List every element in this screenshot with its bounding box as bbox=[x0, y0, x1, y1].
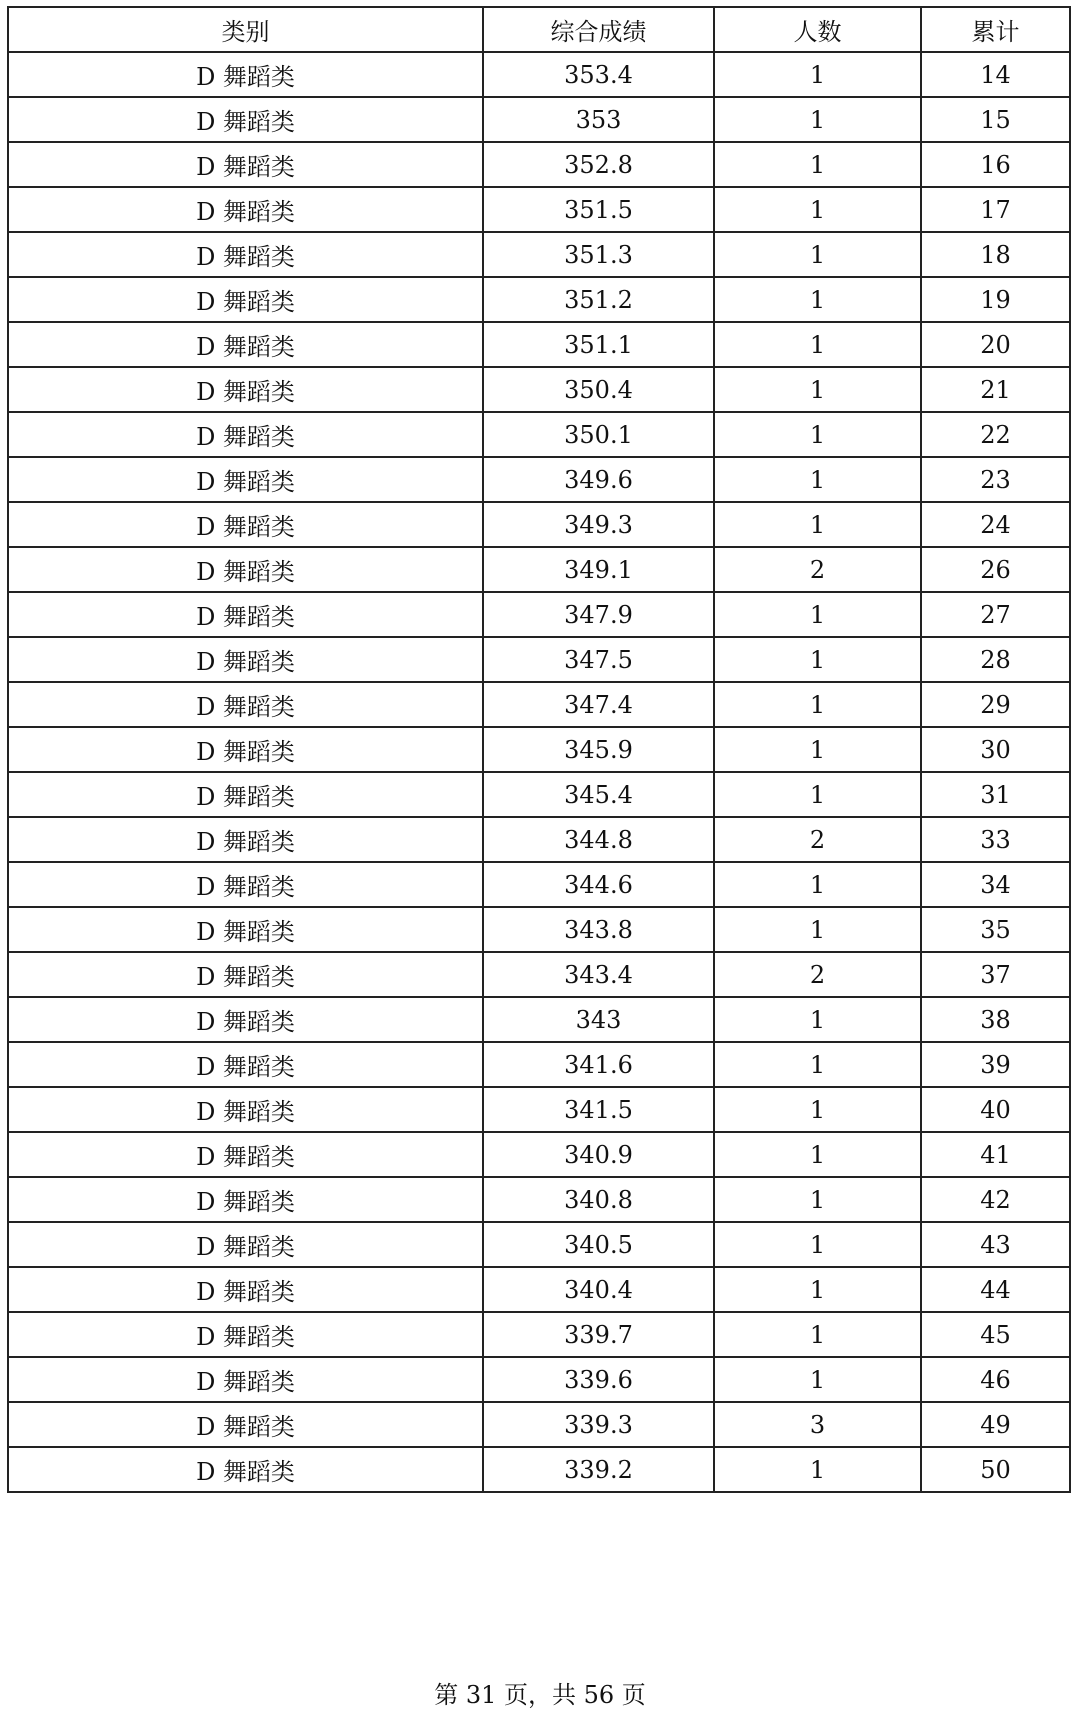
cell-score: 347.5 bbox=[483, 637, 714, 682]
cell-score: 349.1 bbox=[483, 547, 714, 592]
cell-count: 1 bbox=[714, 1132, 921, 1177]
cell-cumulative: 30 bbox=[921, 727, 1070, 772]
cell-count: 1 bbox=[714, 682, 921, 727]
cell-category: D 舞蹈类 bbox=[8, 1447, 483, 1492]
cell-score: 351.5 bbox=[483, 187, 714, 232]
cell-cumulative: 44 bbox=[921, 1267, 1070, 1312]
cell-category: D 舞蹈类 bbox=[8, 367, 483, 412]
page-number: 第 31 页，共 56 页 bbox=[434, 1681, 646, 1709]
cell-score: 345.9 bbox=[483, 727, 714, 772]
cell-count: 1 bbox=[714, 637, 921, 682]
table-row bbox=[8, 1312, 1070, 1357]
cell-score: 339.7 bbox=[483, 1312, 714, 1357]
cell-score: 351.1 bbox=[483, 322, 714, 367]
cell-score: 343.8 bbox=[483, 907, 714, 952]
cell-score: 344.6 bbox=[483, 862, 714, 907]
cell-category: D 舞蹈类 bbox=[8, 52, 483, 97]
table-row bbox=[8, 862, 1070, 907]
cell-count: 1 bbox=[714, 142, 921, 187]
table-row bbox=[8, 1357, 1070, 1402]
table-row bbox=[8, 997, 1070, 1042]
cell-cumulative: 39 bbox=[921, 1042, 1070, 1087]
cell-category: D 舞蹈类 bbox=[8, 1402, 483, 1447]
cell-score: 345.4 bbox=[483, 772, 714, 817]
table-row bbox=[8, 142, 1070, 187]
cell-count: 1 bbox=[714, 1267, 921, 1312]
cell-category: D 舞蹈类 bbox=[8, 817, 483, 862]
table-row bbox=[8, 727, 1070, 772]
cell-count: 1 bbox=[714, 1087, 921, 1132]
cell-cumulative: 17 bbox=[921, 187, 1070, 232]
cell-score: 344.8 bbox=[483, 817, 714, 862]
cell-count: 1 bbox=[714, 97, 921, 142]
cell-count: 1 bbox=[714, 727, 921, 772]
cell-count: 1 bbox=[714, 592, 921, 637]
table-body bbox=[8, 52, 1070, 1492]
cell-category: D 舞蹈类 bbox=[8, 997, 483, 1042]
cell-score: 353 bbox=[483, 97, 714, 142]
cell-score: 339.6 bbox=[483, 1357, 714, 1402]
cell-category: D 舞蹈类 bbox=[8, 1177, 483, 1222]
cell-score: 340.4 bbox=[483, 1267, 714, 1312]
cell-category: D 舞蹈类 bbox=[8, 727, 483, 772]
table-row bbox=[8, 547, 1070, 592]
header-count: 人数 bbox=[714, 7, 921, 52]
cell-cumulative: 20 bbox=[921, 322, 1070, 367]
cell-category: D 舞蹈类 bbox=[8, 187, 483, 232]
cell-count: 2 bbox=[714, 952, 921, 997]
cell-category: D 舞蹈类 bbox=[8, 97, 483, 142]
cell-score: 350.1 bbox=[483, 412, 714, 457]
cell-score: 349.6 bbox=[483, 457, 714, 502]
cell-score: 340.5 bbox=[483, 1222, 714, 1267]
table-row bbox=[8, 1087, 1070, 1132]
table-row bbox=[8, 1222, 1070, 1267]
cell-cumulative: 15 bbox=[921, 97, 1070, 142]
cell-count: 1 bbox=[714, 772, 921, 817]
cell-count: 1 bbox=[714, 1177, 921, 1222]
cell-cumulative: 16 bbox=[921, 142, 1070, 187]
cell-category: D 舞蹈类 bbox=[8, 277, 483, 322]
cell-cumulative: 41 bbox=[921, 1132, 1070, 1177]
cell-count: 1 bbox=[714, 1357, 921, 1402]
cell-count: 1 bbox=[714, 1312, 921, 1357]
cell-cumulative: 45 bbox=[921, 1312, 1070, 1357]
table-row bbox=[8, 1447, 1070, 1492]
cell-cumulative: 18 bbox=[921, 232, 1070, 277]
cell-category: D 舞蹈类 bbox=[8, 1132, 483, 1177]
table-row bbox=[8, 52, 1070, 97]
table-row bbox=[8, 1402, 1070, 1447]
cell-cumulative: 40 bbox=[921, 1087, 1070, 1132]
cell-category: D 舞蹈类 bbox=[8, 502, 483, 547]
cell-cumulative: 43 bbox=[921, 1222, 1070, 1267]
cell-category: D 舞蹈类 bbox=[8, 142, 483, 187]
cell-cumulative: 33 bbox=[921, 817, 1070, 862]
cell-score: 341.6 bbox=[483, 1042, 714, 1087]
table-row bbox=[8, 232, 1070, 277]
table-row bbox=[8, 952, 1070, 997]
table-row bbox=[8, 1132, 1070, 1177]
cell-score: 351.3 bbox=[483, 232, 714, 277]
cell-score: 349.3 bbox=[483, 502, 714, 547]
cell-cumulative: 42 bbox=[921, 1177, 1070, 1222]
cell-count: 1 bbox=[714, 187, 921, 232]
cell-category: D 舞蹈类 bbox=[8, 862, 483, 907]
table-row bbox=[8, 592, 1070, 637]
cell-category: D 舞蹈类 bbox=[8, 547, 483, 592]
table-row bbox=[8, 1042, 1070, 1087]
cell-count: 1 bbox=[714, 1042, 921, 1087]
cell-score: 347.4 bbox=[483, 682, 714, 727]
table-row bbox=[8, 97, 1070, 142]
cell-cumulative: 22 bbox=[921, 412, 1070, 457]
cell-cumulative: 27 bbox=[921, 592, 1070, 637]
cell-score: 347.9 bbox=[483, 592, 714, 637]
cell-category: D 舞蹈类 bbox=[8, 907, 483, 952]
table-row bbox=[8, 412, 1070, 457]
cell-cumulative: 31 bbox=[921, 772, 1070, 817]
header-row bbox=[8, 7, 1070, 52]
cell-count: 1 bbox=[714, 502, 921, 547]
cell-category: D 舞蹈类 bbox=[8, 772, 483, 817]
header-cumulative: 累计 bbox=[921, 7, 1070, 52]
cell-score: 341.5 bbox=[483, 1087, 714, 1132]
cell-score: 340.9 bbox=[483, 1132, 714, 1177]
cell-count: 1 bbox=[714, 277, 921, 322]
cell-score: 339.3 bbox=[483, 1402, 714, 1447]
cell-category: D 舞蹈类 bbox=[8, 682, 483, 727]
cell-count: 1 bbox=[714, 862, 921, 907]
cell-count: 1 bbox=[714, 322, 921, 367]
cell-cumulative: 29 bbox=[921, 682, 1070, 727]
cell-score: 350.4 bbox=[483, 367, 714, 412]
table-row bbox=[8, 817, 1070, 862]
cell-category: D 舞蹈类 bbox=[8, 1222, 483, 1267]
table-row bbox=[8, 322, 1070, 367]
table-row bbox=[8, 772, 1070, 817]
cell-cumulative: 19 bbox=[921, 277, 1070, 322]
cell-score: 343.4 bbox=[483, 952, 714, 997]
table-header bbox=[8, 7, 1070, 52]
cell-cumulative: 28 bbox=[921, 637, 1070, 682]
cell-category: D 舞蹈类 bbox=[8, 1357, 483, 1402]
cell-cumulative: 50 bbox=[921, 1447, 1070, 1492]
cell-cumulative: 21 bbox=[921, 367, 1070, 412]
cell-cumulative: 37 bbox=[921, 952, 1070, 997]
table-row bbox=[8, 502, 1070, 547]
cell-category: D 舞蹈类 bbox=[8, 1087, 483, 1132]
cell-category: D 舞蹈类 bbox=[8, 592, 483, 637]
cell-category: D 舞蹈类 bbox=[8, 232, 483, 277]
cell-cumulative: 14 bbox=[921, 52, 1070, 97]
cell-count: 3 bbox=[714, 1402, 921, 1447]
cell-category: D 舞蹈类 bbox=[8, 637, 483, 682]
cell-cumulative: 23 bbox=[921, 457, 1070, 502]
cell-score: 343 bbox=[483, 997, 714, 1042]
table-row bbox=[8, 1177, 1070, 1222]
table-row bbox=[8, 907, 1070, 952]
cell-score: 340.8 bbox=[483, 1177, 714, 1222]
cell-cumulative: 49 bbox=[921, 1402, 1070, 1447]
header-score: 综合成绩 bbox=[483, 7, 714, 52]
table-row bbox=[8, 367, 1070, 412]
cell-cumulative: 26 bbox=[921, 547, 1070, 592]
table-row bbox=[8, 457, 1070, 502]
cell-score: 351.2 bbox=[483, 277, 714, 322]
cell-count: 1 bbox=[714, 997, 921, 1042]
cell-cumulative: 46 bbox=[921, 1357, 1070, 1402]
cell-count: 1 bbox=[714, 907, 921, 952]
cell-count: 1 bbox=[714, 457, 921, 502]
cell-category: D 舞蹈类 bbox=[8, 1042, 483, 1087]
cell-cumulative: 38 bbox=[921, 997, 1070, 1042]
cell-cumulative: 24 bbox=[921, 502, 1070, 547]
cell-score: 339.2 bbox=[483, 1447, 714, 1492]
cell-score: 352.8 bbox=[483, 142, 714, 187]
table-row bbox=[8, 637, 1070, 682]
cell-score: 353.4 bbox=[483, 52, 714, 97]
cell-count: 1 bbox=[714, 232, 921, 277]
table-row bbox=[8, 187, 1070, 232]
cell-count: 2 bbox=[714, 817, 921, 862]
cell-category: D 舞蹈类 bbox=[8, 412, 483, 457]
cell-count: 2 bbox=[714, 547, 921, 592]
cell-category: D 舞蹈类 bbox=[8, 457, 483, 502]
score-table bbox=[7, 6, 1071, 1493]
cell-cumulative: 34 bbox=[921, 862, 1070, 907]
table-row bbox=[8, 1267, 1070, 1312]
header-category: 类别 bbox=[8, 7, 483, 52]
cell-count: 1 bbox=[714, 1222, 921, 1267]
cell-category: D 舞蹈类 bbox=[8, 1312, 483, 1357]
table-row bbox=[8, 682, 1070, 727]
cell-count: 1 bbox=[714, 52, 921, 97]
cell-category: D 舞蹈类 bbox=[8, 952, 483, 997]
cell-category: D 舞蹈类 bbox=[8, 1267, 483, 1312]
cell-cumulative: 35 bbox=[921, 907, 1070, 952]
cell-count: 1 bbox=[714, 367, 921, 412]
table-row bbox=[8, 277, 1070, 322]
cell-category: D 舞蹈类 bbox=[8, 322, 483, 367]
cell-count: 1 bbox=[714, 1447, 921, 1492]
cell-count: 1 bbox=[714, 412, 921, 457]
